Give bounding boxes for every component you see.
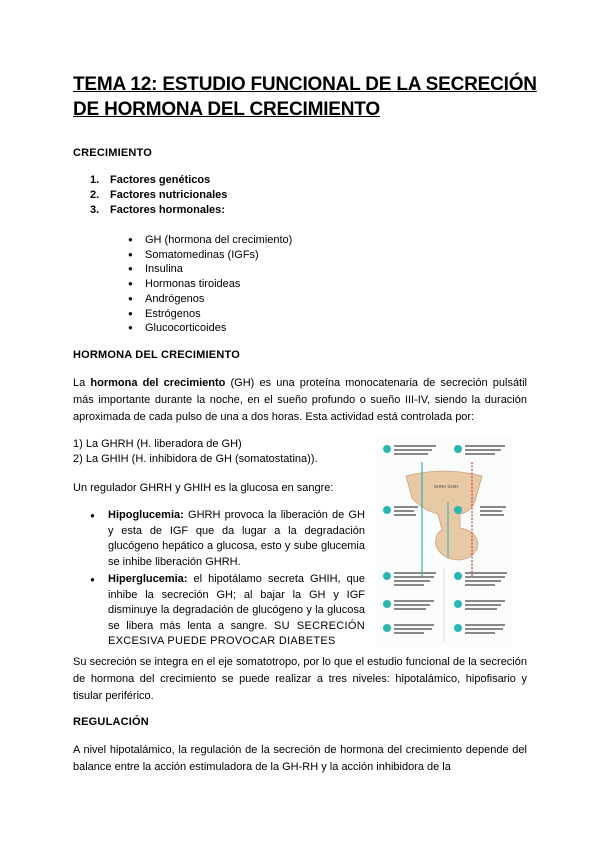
gh-intro-paragraph: La hormona del crecimiento (GH) es una proteína monocatenaria de secreción pulsátil más importante durante la noche, en el sueño profundo o sueño III-IV, siendo la duración aproximada de cada pulso de una a dos horas. Esta actividad está controlada por: bbox=[73, 377, 527, 423]
regulation-paragraph: A nivel hipotalámico, la regulación de la secreción de hormona del crecimiento depende del balance entre la acción estimuladora de la GH-RH y la acción inhibidora de la bbox=[73, 744, 527, 773]
list-item: 1. Factores genéticos bbox=[90, 174, 211, 186]
control-item-1: 1) La GHRH (H. liberadora de GH) bbox=[73, 438, 242, 450]
control-item-2: 2) La GHIH (H. inhibidora de GH (somatostatina)). bbox=[73, 453, 318, 465]
list-item: 3. Factores hormonales: bbox=[90, 204, 225, 216]
figure-label-ghrh: GHRH GHIH bbox=[434, 484, 458, 489]
list-item: ● Somatomedinas (IGFs) bbox=[128, 248, 292, 263]
gh-regulation-figure bbox=[376, 438, 512, 648]
regulator-text: Un regulador GHRH y GHIH es la glucosa en sangre: bbox=[73, 482, 334, 494]
heading-regulacion: REGULACIÓN bbox=[73, 716, 149, 728]
hormones-list bbox=[128, 233, 292, 336]
integration-paragraph: Su secreción se integra en el eje somatotropo, por lo que el estudio funcional de la secreción de hormona del crecimiento se puede realizar a tres niveles: hipotalámico, hipofisario y tisular periférico. bbox=[73, 656, 527, 702]
factors-list bbox=[90, 173, 227, 218]
list-item: 2. Factores nutricionales bbox=[90, 189, 228, 201]
list-item: ● Andrógenos bbox=[128, 292, 292, 307]
list-item: ● Glucocorticoides bbox=[128, 321, 292, 336]
heading-crecimiento: CRECIMIENTO bbox=[73, 147, 153, 159]
hypoglycemia-item: ● Hipoglucemia: GHRH provoca la liberación de GH y esta de IGF que da lugar a la degradación glucógeno hepático a glucosa, esto y sube glucemia se inhibe liberación GHRH. bbox=[90, 508, 365, 570]
glucose-list bbox=[90, 508, 365, 652]
list-item: ● Estrógenos bbox=[128, 307, 292, 322]
list-item: ● GH (hormona del crecimiento) bbox=[128, 233, 292, 248]
hyperglycemia-item: ● Hiperglucemia: el hipotálamo secreta GHIH, que inhibe la secreción GH; al bajar la GH y IGF disminuye la degradación de glucógeno y la glucosa se libera más lenta a sangre. SU SECRECIÓN EXCESIVA PUEDE PROVOCAR DIABETES bbox=[90, 572, 365, 650]
heading-hormona-crecimiento: HORMONA DEL CRECIMIENTO bbox=[73, 349, 240, 361]
list-item: ● Insulina bbox=[128, 262, 292, 277]
page-title: TEMA 12: ESTUDIO FUNCIONAL DE LA SECRECIÓN DE HORMONA DEL CRECIMIENTO bbox=[73, 74, 537, 120]
list-item: ● Hormonas tiroideas bbox=[128, 277, 292, 292]
